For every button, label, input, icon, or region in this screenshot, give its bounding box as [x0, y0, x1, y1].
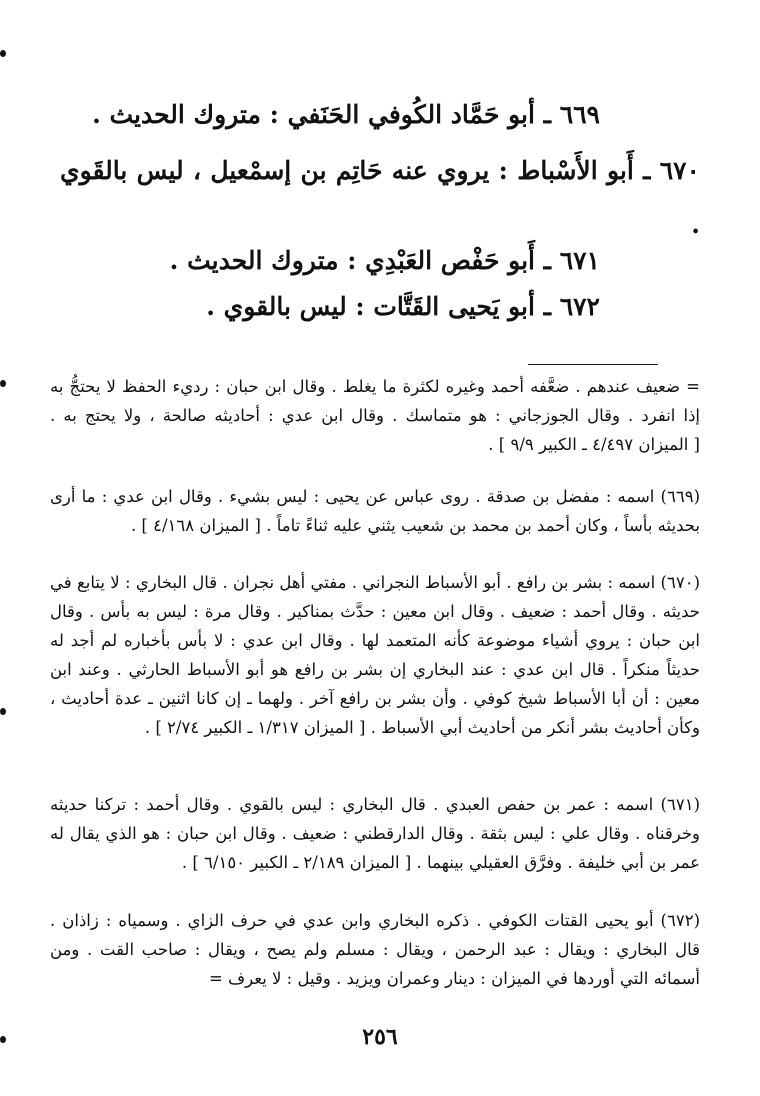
footnote-reference: [ الميزان ٢/١٨٩ ـ الكبير ٦/١٥٠ ] .	[181, 853, 412, 872]
scan-mark	[0, 50, 6, 57]
footnote-reference: [ الميزان ٤/٤٩٧ ـ الكبير ٩/٩ ] .	[488, 435, 700, 454]
footnote-continuation	[50, 372, 700, 459]
entry-669: ٦٦٩ ـ أبو حَمَّاد الكُوفي الحَنَفي : متروك الحديث .	[92, 100, 600, 129]
footnote-text: = ضعيف عندهم . ضعَّفه أحمد وغيره لكثرة ما يغلط . وقال ابن حبان : رديء الحفظ لا يحتجُّ به إذا انفرد . وقال الجوزجاني : هو متماسك . وقال ابن عدي : أحاديثه صالحة ، ولا يحتج به .	[50, 377, 700, 425]
footnote-text: (٦٧٠) اسمه : بشر بن رافع . أبو الأسباط النجراني . مفتي أهل نجران . قال البخاري : لا يتابع في حديثه . وقال أحمد : ضعيف . وقال ابن معين : حدَّث بمناكير . وقال مرة : ليس به بأس . وقال ابن حبان : يروي أشياء موضوعة كأنه المتعمد لها . وقال ابن عدي : لا بأس بأخباره لم أجد له حديثاً منكراً . قال ابن عدي : عند البخاري إن بشر بن رافع هو أبو الأسباط الحارثي . وعند ابن معين : أن أبا الأسباط شيخ كوفي . وأن بشر بن رافع آخر . ولهما ـ إن كانا اثنين ـ عدة أحاديث ، وكأن أحاديث بشر أنكر من أحاديث أبي الأسباط .	[50, 573, 700, 737]
footnote-text: (٦٧١) اسمه : عمر بن حفص العبدي . قال البخاري : ليس بالقوي . وقال أحمد : تركنا حديثه وخرقناه . وقال علي : ليس بثقة . وقال الدارقطني : ضعيف . وقال ابن حبان : هو الذي يقال له عمر بن أبي خليفة . وفرَّق العقيلي بينهما .	[50, 795, 700, 872]
scan-mark	[0, 380, 6, 387]
footnote-670	[50, 568, 700, 742]
entry-670: ٦٧٠ ـ أَبو الأَسْباط : يروي عنه حَاتِم بن إسمْعيل ، ليس بالقَوي .	[60, 156, 700, 239]
footnote-672	[50, 906, 700, 993]
footnote-separator	[528, 364, 658, 365]
scan-mark	[0, 708, 6, 715]
footnote-reference: [ الميزان ١/٣١٧ ـ الكبير ٢/٧٤ ] .	[144, 718, 366, 737]
page-number: ٢٥٦	[362, 1024, 398, 1050]
entry-671: ٦٧١ ـ أَبو حَفْص العَبْدِي : متروك الحديث .	[169, 246, 600, 275]
footnote-reference: [ الميزان ٤/١٦٨ ] .	[130, 516, 261, 535]
entry-672: ٦٧٢ ـ أبو يَحيى القَتَّات : ليس بالقوي .	[206, 292, 600, 321]
footnote-text: (٦٧٢) أبو يحيى القتات الكوفي . ذكره البخاري وابن عدي في حرف الزاي . وسمياه : زاذان . قال البخاري : ويقال : عبد الرحمن ، ويقال : مسلم ولم يصح ، ويقال : صاحب القت . ومن أسمائه التي أوردها في الميزان : دينار وعمران ويزيد . وقيل : لا يعرف =	[50, 911, 700, 988]
footnote-671	[50, 790, 700, 877]
footnote-669	[50, 482, 700, 540]
footnote-text: (٦٦٩) اسمه : مفضل بن صدقة . روى عباس عن يحيى : ليس بشيء . وقال ابن عدي : ما أرى بحديثه بأساً ، وكان أحمد بن محمد بن شعيب يثني عليه ثناءً تاماً .	[50, 487, 700, 535]
